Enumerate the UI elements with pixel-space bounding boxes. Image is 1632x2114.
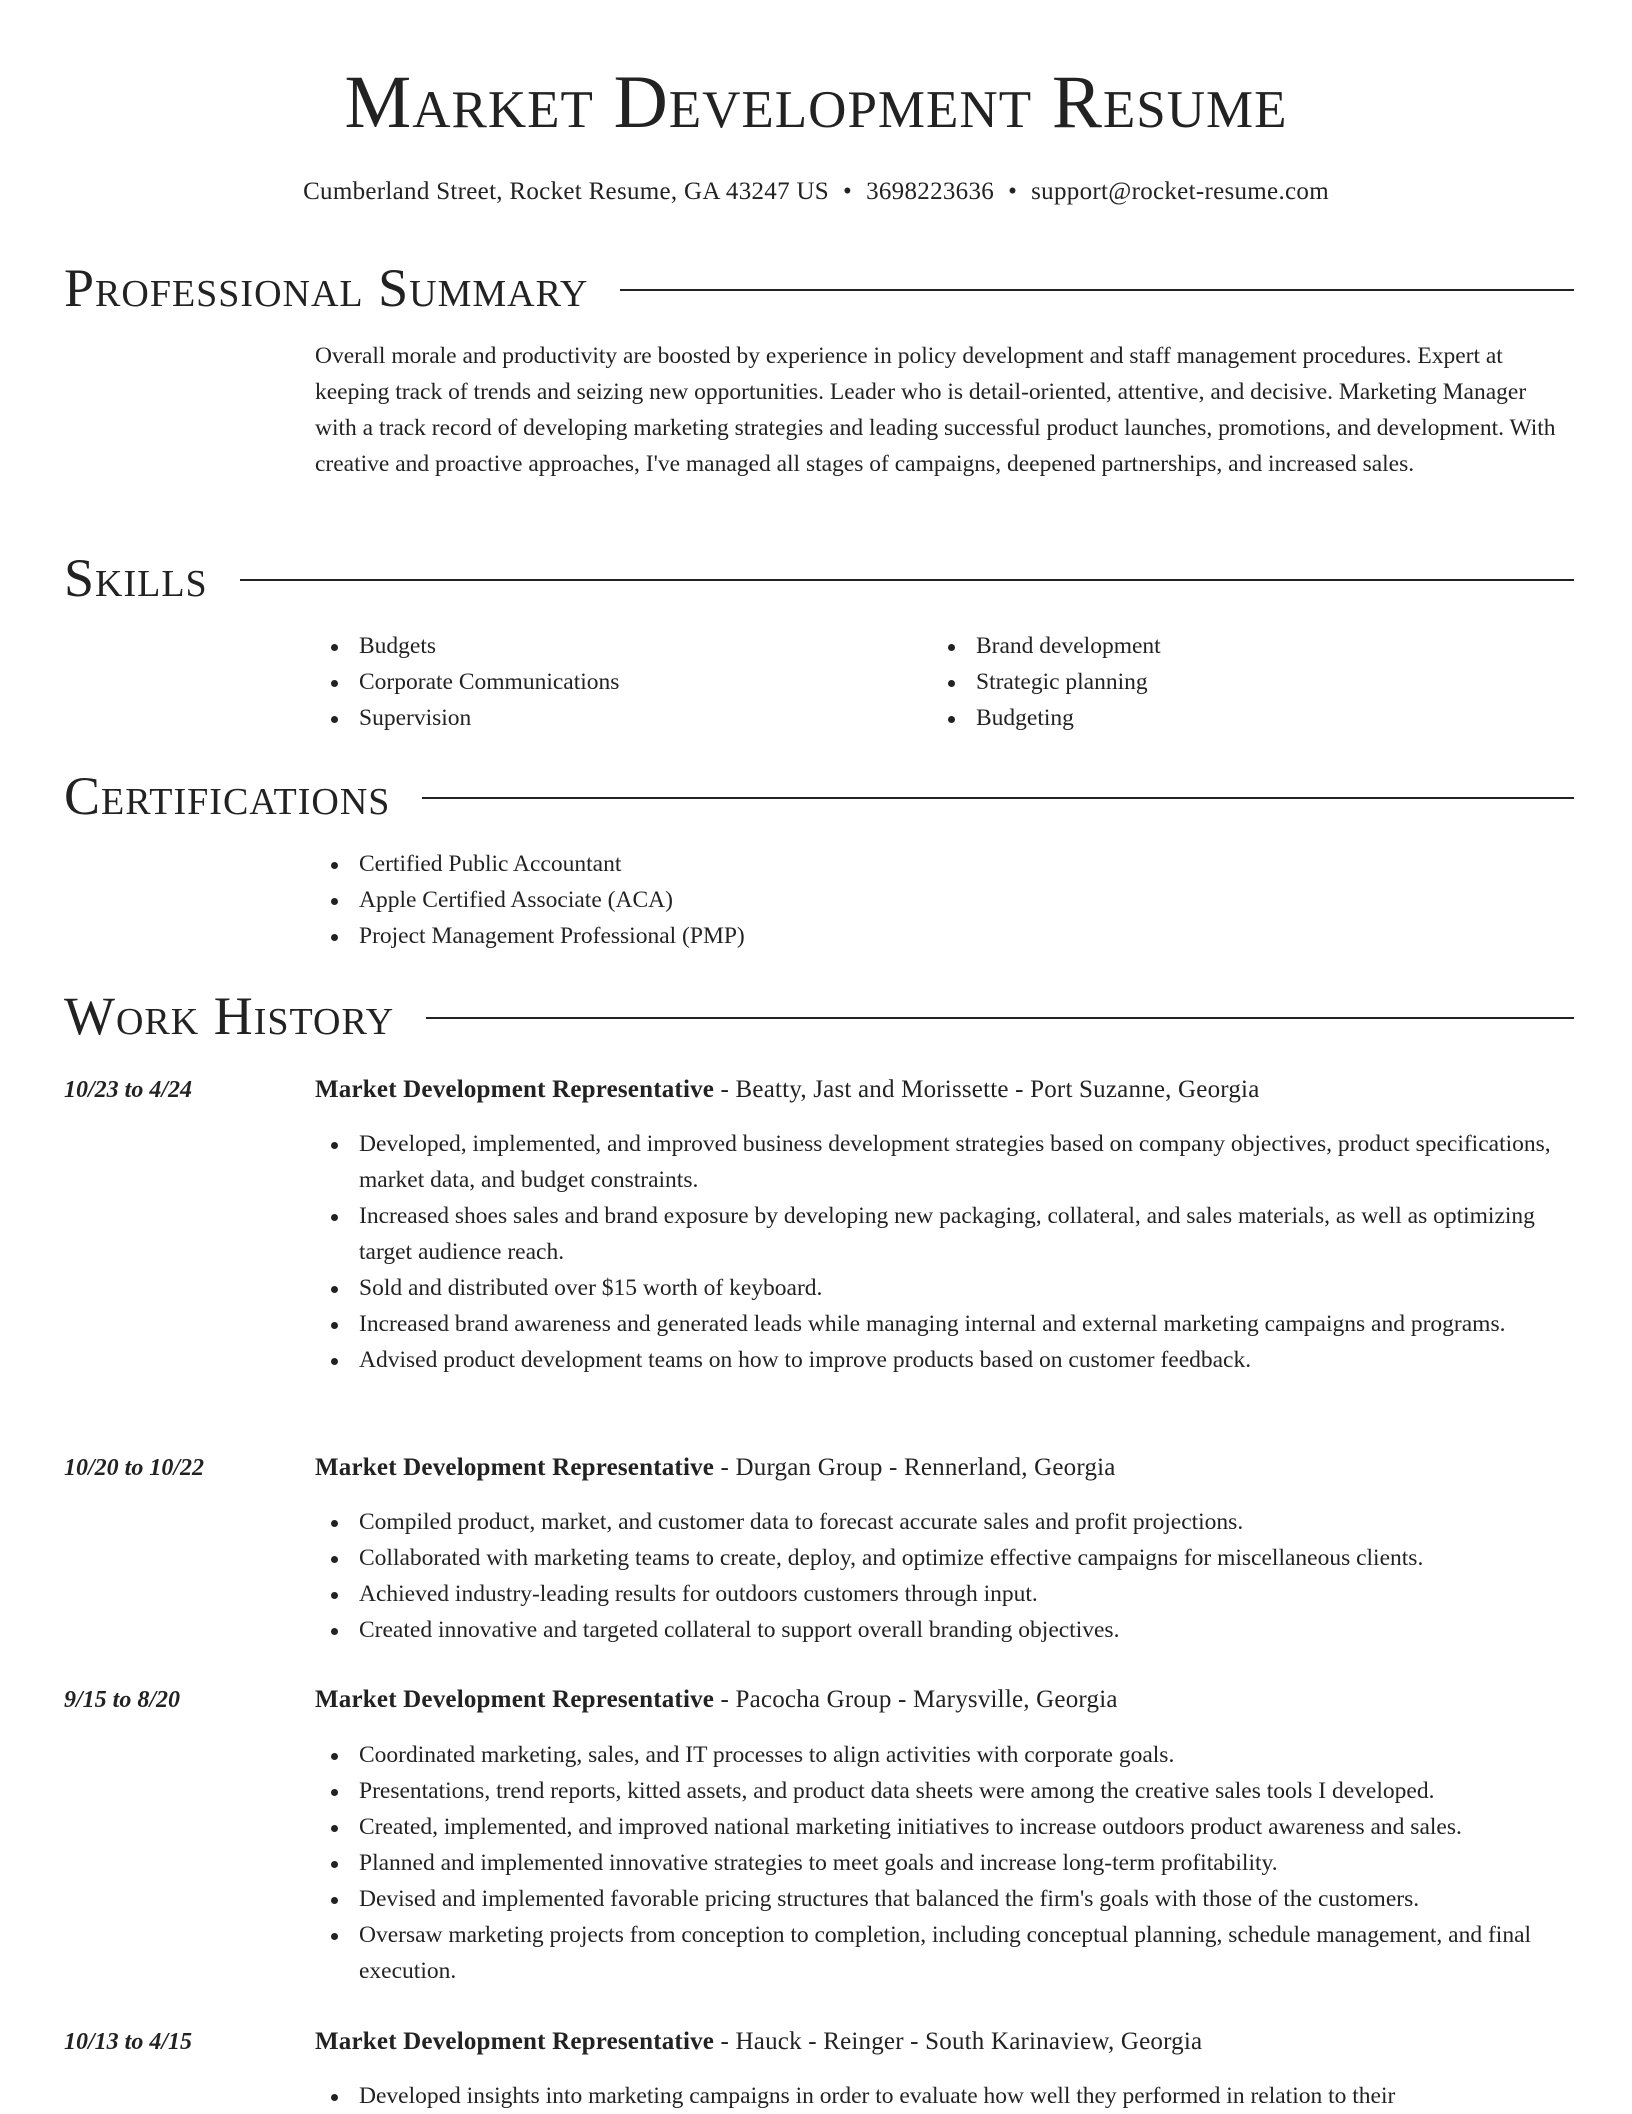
- job-bullet: Increased brand awareness and generated leads while managing internal and external marketing campaigns and programs.: [359, 1306, 1565, 1342]
- job-bullet: Created innovative and targeted collateral to support overall branding objectives.: [359, 1612, 1565, 1648]
- job-details: [315, 1737, 1565, 1989]
- job-bullet: Collaborated with marketing teams to create, deploy, and optimize effective campaigns for miscellaneous clients.: [359, 1540, 1565, 1576]
- skill-item: Supervision: [359, 700, 875, 736]
- section-header-skills: [64, 546, 1574, 610]
- job-bullets: [315, 1126, 1565, 1378]
- skills-column-left: [315, 628, 875, 736]
- job-dates: 10/23 to 4/24: [64, 1077, 193, 1103]
- section-header-summary: [64, 256, 1574, 320]
- skills-column-right: [932, 628, 1492, 736]
- section-title: Certifications: [64, 766, 391, 826]
- section-rule: [240, 579, 1574, 581]
- skill-item: Strategic planning: [976, 664, 1492, 700]
- job-heading: [315, 1451, 1575, 1485]
- job-bullet: Created, implemented, and improved national marketing initiatives to increase outdoors product awareness and sales.: [359, 1809, 1565, 1845]
- job-bullet: Devised and implemented favorable pricing structures that balanced the firm's goals with those of the customers.: [359, 1881, 1565, 1917]
- job-bullet: Advised product development teams on how to improve products based on customer feedback.: [359, 1342, 1565, 1378]
- section-title: Work History: [64, 986, 395, 1046]
- certification-item: Certified Public Accountant: [359, 846, 1565, 882]
- skill-item: Budgets: [359, 628, 875, 664]
- job-dates: 10/13 to 4/15: [64, 2029, 193, 2055]
- job-bullets: [315, 2078, 1565, 2114]
- skills-list: [932, 628, 1492, 736]
- section-rule: [620, 289, 1574, 291]
- section-title: Professional Summary: [64, 258, 589, 318]
- address: Cumberland Street, Rocket Resume, GA 43247 US: [303, 178, 830, 205]
- section-rule: [422, 797, 1574, 799]
- job-bullets: [315, 1737, 1565, 1989]
- certification-item: Project Management Professional (PMP): [359, 918, 1565, 954]
- section-rule: [426, 1017, 1574, 1019]
- job-title: Market Development Representative: [315, 1076, 715, 1103]
- skill-item: Budgeting: [976, 700, 1492, 736]
- email: support@rocket-resume.com: [1031, 178, 1329, 205]
- job-details: [315, 1504, 1565, 1648]
- job-heading: [315, 1683, 1575, 1717]
- job-employer: - Hauck - Reinger - South Karinaview, Georgia: [714, 2028, 1203, 2055]
- job-bullet: Developed, implemented, and improved business development strategies based on company objectives, product specifications, market data, and budget constraints.: [359, 1126, 1565, 1198]
- job-heading: [315, 2025, 1575, 2059]
- skill-item: Corporate Communications: [359, 664, 875, 700]
- certifications-block: [315, 846, 1565, 954]
- job-bullet: Coordinated marketing, sales, and IT processes to align activities with corporate goals.: [359, 1737, 1565, 1773]
- phone: 3698223636: [866, 178, 995, 205]
- job-bullet: Compiled product, market, and customer data to forecast accurate sales and profit projections.: [359, 1504, 1565, 1540]
- skills-list: [315, 628, 875, 736]
- job-bullet: Presentations, trend reports, kitted assets, and product data sheets were among the creative sales tools I developed.: [359, 1773, 1565, 1809]
- summary-text: Overall morale and productivity are boosted by experience in policy development and staff management procedures. Expert at keeping track of trends and seizing new opportunities. Leader who is detail-oriented, attentive, and decisive. Marketing Manager with a track record of developing marketing strategies and leading successful product launches, promotions, and development. With creative and proactive approaches, I've managed all stages of campaigns, deepened partnerships, and increased sales.: [315, 343, 1556, 477]
- section-title: Skills: [64, 548, 208, 608]
- resume-title: Market Development Resume: [344, 61, 1288, 144]
- job-employer: - Durgan Group - Rennerland, Georgia: [714, 1454, 1116, 1481]
- contact-line: [0, 176, 1632, 208]
- job-dates: 10/20 to 10/22: [64, 1455, 205, 1481]
- job-title: Market Development Representative: [315, 1454, 715, 1481]
- section-header-work-history: [64, 984, 1574, 1048]
- certification-item: Apple Certified Associate (ACA): [359, 882, 1565, 918]
- job-details: [315, 1126, 1565, 1378]
- separator: •: [1008, 178, 1018, 205]
- job-dates: 9/15 to 8/20: [64, 1687, 181, 1713]
- job-employer: - Beatty, Jast and Morissette - Port Suzanne, Georgia: [714, 1076, 1260, 1103]
- job-title: Market Development Representative: [315, 2028, 715, 2055]
- job-employer: - Pacocha Group - Marysville, Georgia: [714, 1686, 1118, 1713]
- job-bullet: Sold and distributed over $15 worth of keyboard.: [359, 1270, 1565, 1306]
- skill-item: Brand development: [976, 628, 1492, 664]
- job-bullet: Oversaw marketing projects from conception to completion, including conceptual planning, schedule management, and final execution.: [359, 1917, 1565, 1989]
- job-bullet: Increased shoes sales and brand exposure by developing new packaging, collateral, and sales materials, as well as optimizing target audience reach.: [359, 1198, 1565, 1270]
- job-bullets: [315, 1504, 1565, 1648]
- job-heading: [315, 1073, 1575, 1107]
- job-title: Market Development Representative: [315, 1686, 715, 1713]
- job-details: [315, 2078, 1565, 2114]
- job-bullet: Achieved industry-leading results for outdoors customers through input.: [359, 1576, 1565, 1612]
- section-header-certifications: [64, 764, 1574, 828]
- job-bullet: Developed insights into marketing campaigns in order to evaluate how well they performed in relation to their: [359, 2078, 1565, 2114]
- job-bullet: Planned and implemented innovative strategies to meet goals and increase long-term profitability.: [359, 1845, 1565, 1881]
- certifications-list: [315, 846, 1565, 954]
- separator: •: [843, 178, 853, 205]
